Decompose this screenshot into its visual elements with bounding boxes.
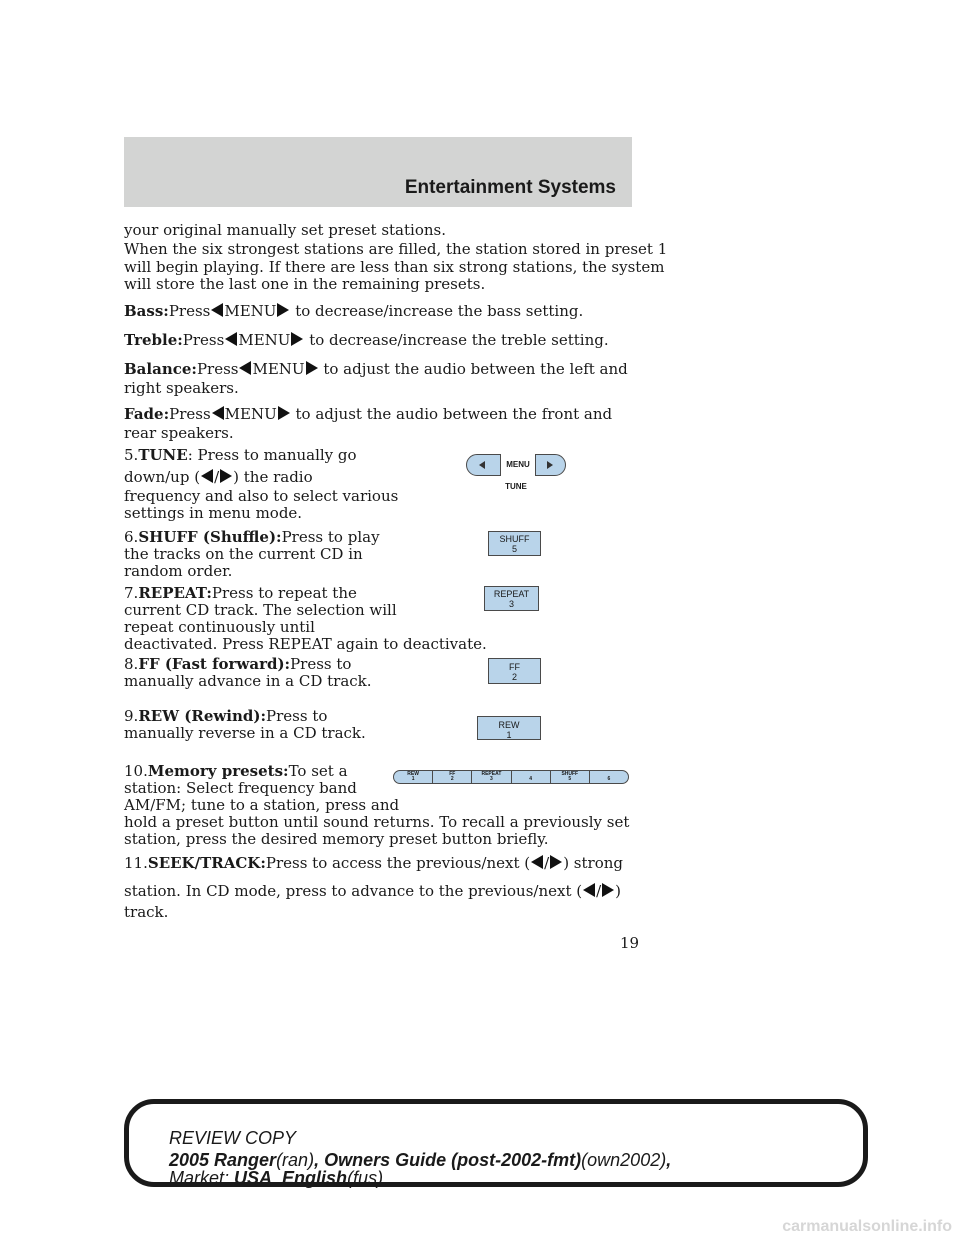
menu-text: MENU xyxy=(238,331,291,349)
preset-segment xyxy=(471,771,510,783)
press-text: Press xyxy=(196,360,239,378)
figure-number: 6 xyxy=(607,776,611,782)
press-text: Press xyxy=(182,331,225,349)
menu-text: MENU xyxy=(224,302,277,320)
paragraph-line: will store the last one in the remaining presets. xyxy=(124,275,486,293)
section-title: Entertainment Systems xyxy=(404,177,616,198)
treble-line xyxy=(124,332,609,349)
tune-up-icon xyxy=(547,461,553,469)
memory-label: Memory presets: xyxy=(147,762,289,780)
paragraph-line: manually reverse in a CD track. xyxy=(124,724,366,742)
item-number: 10. xyxy=(124,762,148,780)
seek-desc: ) xyxy=(615,882,622,900)
paragraph-line: rear speakers. xyxy=(124,424,234,442)
figure-number: 1 xyxy=(411,776,415,782)
arrow-right-icon xyxy=(550,855,562,869)
repeat-line xyxy=(124,585,357,602)
arrow-left-icon xyxy=(531,855,543,869)
paragraph-line: station, press the desired memory preset button briefly. xyxy=(124,830,549,848)
slash: / xyxy=(596,882,602,900)
rew-line xyxy=(124,708,327,725)
rew-label: REW (Rewind): xyxy=(138,707,267,725)
item-number: 7. xyxy=(124,584,139,602)
seek-line xyxy=(124,883,621,900)
guide-name: Owners Guide (post-2002-fmt) xyxy=(324,1150,582,1170)
repeat-button-figure xyxy=(484,586,539,611)
arrow-left-icon xyxy=(583,883,595,897)
seek-desc: ) strong xyxy=(563,854,623,872)
paragraph-line: station: Select frequency band xyxy=(124,779,357,797)
menu-text: MENU xyxy=(224,405,277,423)
tune-line xyxy=(124,469,313,486)
slash: / xyxy=(544,854,550,872)
figure-number: 2 xyxy=(450,776,454,782)
figure-number: 2 xyxy=(511,672,517,682)
preset-segment xyxy=(432,771,471,783)
paragraph-line: repeat continuously until xyxy=(124,618,315,636)
bass-label: Bass: xyxy=(124,302,169,320)
review-copy-label: REVIEW COPY xyxy=(169,1128,297,1148)
arrow-left-icon xyxy=(211,303,223,317)
rew-button-figure xyxy=(477,716,541,740)
paragraph-line: the tracks on the current CD in xyxy=(124,545,363,563)
paragraph-line: deactivated. Press REPEAT again to deactivate. xyxy=(124,635,487,653)
figure-label: REW xyxy=(407,771,419,777)
tune-figure-caption: TUNE xyxy=(505,482,527,491)
figure-number: 1 xyxy=(506,730,512,740)
figure-number: 5 xyxy=(511,544,517,554)
paragraph-line: hold a preset button until sound returns. To recall a previously set xyxy=(124,813,630,831)
fade-label: Fade: xyxy=(124,405,170,423)
bass-desc: to decrease/increase the bass setting. xyxy=(295,302,584,320)
figure-label: REPEAT xyxy=(481,771,502,777)
menu-text: MENU xyxy=(252,360,305,378)
paragraph-line: right speakers. xyxy=(124,379,239,397)
page-number: 19 xyxy=(620,934,640,952)
tune-down-icon xyxy=(479,461,485,469)
seek-desc: Press to access the previous/next ( xyxy=(265,854,531,872)
figure-number: 3 xyxy=(490,776,493,782)
arrow-right-icon xyxy=(602,883,614,897)
tune-desc: ) the radio xyxy=(233,468,313,486)
figure-label: REW xyxy=(498,720,520,730)
watermark: carmanualsonline.info xyxy=(782,1218,952,1235)
item-number: 5. xyxy=(124,446,139,464)
shuff-button-figure xyxy=(488,531,541,556)
memory-desc: To set a xyxy=(288,762,348,780)
paragraph-line: your original manually set preset stations. xyxy=(124,221,446,239)
repeat-desc: Press to repeat the xyxy=(211,584,357,602)
arrow-right-icon xyxy=(291,332,303,346)
paragraph-line: track. xyxy=(124,903,169,921)
repeat-label: REPEAT: xyxy=(138,584,212,602)
arrow-right-icon xyxy=(306,361,318,375)
market-code: (fus) xyxy=(347,1168,384,1188)
menu-button-figure: MENU xyxy=(500,454,536,476)
figure-label: SHUFF xyxy=(561,771,579,777)
ff-button-figure xyxy=(488,658,541,684)
memory-preset-strip-figure xyxy=(393,770,629,784)
arrow-left-icon xyxy=(239,361,251,375)
preset-segment xyxy=(511,771,550,783)
model-code: (ran) xyxy=(276,1150,315,1170)
section-header-band xyxy=(124,137,632,207)
paragraph-line: will begin playing. If there are less than six strong stations, the system xyxy=(124,258,665,276)
tune-desc: : Press to manually go xyxy=(187,446,357,464)
ff-label: FF (Fast forward): xyxy=(138,655,291,673)
model-name: 2005 Ranger xyxy=(169,1150,277,1170)
paragraph-line: When the six strongest stations are filled, the station stored in preset 1 xyxy=(124,240,668,258)
separator: , xyxy=(314,1150,320,1170)
shuff-label: SHUFF (Shuffle): xyxy=(138,528,282,546)
rew-desc: Press to xyxy=(266,707,328,725)
shuff-desc: Press to play xyxy=(281,528,380,546)
treble-desc: to decrease/increase the treble setting. xyxy=(309,331,609,349)
item-number: 8. xyxy=(124,655,139,673)
arrow-left-icon xyxy=(225,332,237,346)
preset-segment xyxy=(550,771,589,783)
tune-menu-control-figure xyxy=(466,454,566,476)
fade-desc: to adjust the audio between the front and xyxy=(295,405,613,423)
slash: / xyxy=(214,468,220,486)
memory-line xyxy=(124,763,348,780)
guide-code: (own2002) xyxy=(581,1150,667,1170)
balance-line xyxy=(124,361,628,378)
preset-segment xyxy=(394,771,432,783)
seek-label: SEEK/TRACK: xyxy=(147,854,266,872)
figure-label: SHUFF xyxy=(499,534,530,544)
arrow-left-icon xyxy=(212,406,224,420)
tune-desc: down/up ( xyxy=(124,468,201,486)
ff-desc: Press to xyxy=(290,655,352,673)
ff-line xyxy=(124,656,351,673)
fade-line xyxy=(124,406,612,423)
balance-desc: to adjust the audio between the left and xyxy=(323,360,628,378)
press-text: Press xyxy=(168,302,211,320)
review-copy-box xyxy=(124,1099,868,1187)
tune-label: TUNE xyxy=(138,446,188,464)
paragraph-line: settings in menu mode. xyxy=(124,504,303,522)
press-text: Press xyxy=(169,405,211,423)
paragraph-line: random order. xyxy=(124,562,233,580)
market-label: Market: xyxy=(169,1168,230,1188)
figure-number: 4 xyxy=(529,776,532,782)
figure-number: 5 xyxy=(568,776,572,782)
separator: , xyxy=(666,1150,672,1170)
item-number: 6. xyxy=(124,528,139,546)
tune-line xyxy=(124,447,357,464)
figure-label: FF xyxy=(449,771,456,777)
treble-label: Treble: xyxy=(124,331,183,349)
preset-segment xyxy=(589,771,628,783)
item-number: 9. xyxy=(124,707,139,725)
paragraph-line: current CD track. The selection will xyxy=(124,601,397,619)
item-number: 11. xyxy=(124,854,148,872)
paragraph-line: AM/FM; tune to a station, press and xyxy=(124,796,400,814)
paragraph-line: manually advance in a CD track. xyxy=(124,672,372,690)
market-name: USA_English xyxy=(234,1168,348,1188)
arrow-right-icon xyxy=(278,406,290,420)
balance-label: Balance: xyxy=(124,360,197,378)
figure-label: FF xyxy=(509,662,520,672)
figure-number: 3 xyxy=(508,599,514,609)
arrow-right-icon xyxy=(220,469,232,483)
figure-label: REPEAT xyxy=(493,589,530,599)
shuff-line xyxy=(124,529,380,546)
arrow-left-icon xyxy=(201,469,213,483)
bass-line xyxy=(124,303,583,320)
review-market-line xyxy=(169,1168,383,1189)
seek-line xyxy=(124,855,623,872)
seek-desc: station. In CD mode, press to advance to the previous/next ( xyxy=(124,882,583,900)
arrow-right-icon xyxy=(277,303,289,317)
paragraph-line: frequency and also to select various xyxy=(124,487,399,505)
